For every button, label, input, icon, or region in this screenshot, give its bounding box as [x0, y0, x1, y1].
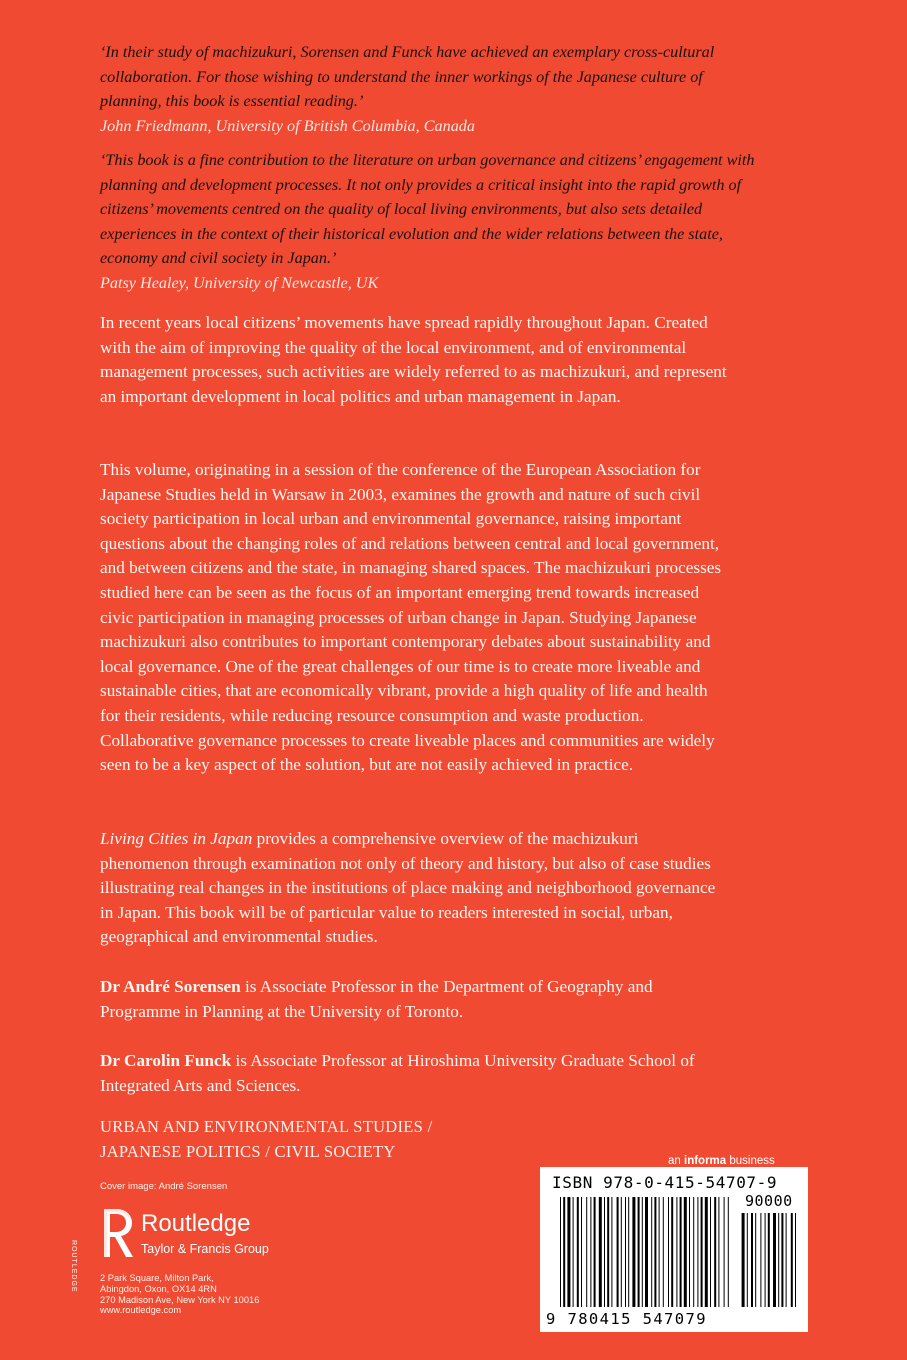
author-name: Dr André Sorensen — [100, 977, 241, 996]
barcode-bar — [755, 1213, 756, 1307]
description-text: This volume, originating in a session of the conference of the European Association for Japanese Studies held in Warsaw in 2003, examines the growth and nature of such civil society participation in local urban and environmental governance, raising important questions about the changing roles of and relations between central and local government, and between citizens and the state, in managing shared spaces. The machizukuri processes studied here can be seen as the focus of an important emerging trend towards increased civic participation in managing processes of urban change in Japan. Studying Japanese machizukuri also contributes to important contemporary debates about sustainability and local governance. One of the great challenges of our time is to create more liveable and sustainable cities, that are economically vibrant, provide a high quality of life and health for their residents, while reducing resource consumption and waste production. Collaborative governance processes to create liveable places and communities are widely seen to be a key aspect of the solution, but are not easily achieved in practice. — [100, 460, 722, 775]
description-text: In recent years local citizens’ movements have spread rapidly throughout Japan. Created with the aim of improving the quality of the local environment, and of environmental management processes, such activities are widely referred to as machizukuri, and represent an important development in local politics and urban management in Japan. — [100, 313, 727, 406]
barcode-bar — [651, 1197, 652, 1307]
quote-attribution: John Friedmann, University of British Columbia, Canada — [100, 116, 475, 135]
barcode-bar — [791, 1213, 793, 1307]
barcode-bar — [573, 1197, 574, 1307]
barcode-bar — [567, 1197, 570, 1307]
publisher-group: Taylor & Francis Group — [141, 1242, 269, 1256]
quote-text: ‘This book is a fine contribution to the literature on urban governance and citizens’ engagement with planning and development processes. It not only provides a critical insight into the rapid growth of citizens’ movements centred on the quality of local living environments, but also sets detailed experiences in the context of their historical evolution and the wider relations between the state, economy and civil society in Japan.’ — [100, 151, 755, 267]
subject-categories — [100, 1115, 432, 1164]
barcode-bar — [654, 1197, 656, 1307]
barcode-bar — [768, 1213, 770, 1307]
ean-digits: 9 780415 547079 — [546, 1310, 707, 1328]
author-bio: is Associate Professor at Hiroshima University Graduate School of Integrated Arts and Sciences. — [100, 1051, 695, 1095]
informa-business-label: an informa business — [668, 1155, 775, 1167]
author-bio: is Associate Professor in the Department of Geography and Programme in Planning at the University of Toronto. — [100, 977, 653, 1021]
isbn-barcode — [540, 1167, 808, 1332]
publisher-address — [100, 1273, 259, 1316]
barcode-bar — [581, 1197, 582, 1307]
address-line: 270 Madison Ave, New York NY 10016 — [100, 1294, 260, 1305]
barcode-bar — [781, 1213, 783, 1307]
barcode-bar — [642, 1197, 643, 1307]
barcode-bar — [680, 1197, 682, 1307]
barcode-bar — [697, 1197, 698, 1307]
barcode-bar — [604, 1197, 605, 1307]
barcode-bar — [714, 1197, 716, 1307]
barcode-bar — [625, 1197, 626, 1307]
subject-line-1: URBAN AND ENVIRONMENTAL STUDIES / — [100, 1117, 433, 1136]
barcode-bar — [760, 1213, 761, 1307]
address-line: Abingdon, Oxon, OX14 4RN — [100, 1283, 217, 1294]
barcode-bar — [728, 1197, 729, 1307]
barcode-bar — [621, 1197, 622, 1307]
barcode-bar — [795, 1213, 796, 1307]
barcode-bar — [668, 1197, 669, 1307]
barcode-bar — [751, 1213, 753, 1307]
barcode-bar — [718, 1197, 719, 1307]
barcode-bar — [778, 1213, 779, 1307]
barcode-bar — [599, 1197, 602, 1307]
publisher-website[interactable]: www.routledge.com — [100, 1305, 182, 1316]
quote-attribution: Patsy Healey, University of Newcastle, UK — [100, 273, 379, 292]
barcode-bar — [607, 1197, 609, 1307]
barcode-bar — [689, 1197, 690, 1307]
barcode-bar — [671, 1197, 673, 1307]
barcode-bar — [693, 1197, 694, 1307]
barcode-bar — [663, 1197, 664, 1307]
barcode-bar — [638, 1197, 640, 1307]
book-title: Living Cities in Japan — [100, 829, 253, 848]
quote-text: ‘In their study of machizukuri, Sorensen and Funck have achieved an exemplary cross-cultural collaboration. For those wishing to understand the inner workings of the Japanese culture of planning, this book is essential reading.’ — [100, 43, 715, 110]
barcode-bar — [617, 1197, 619, 1307]
subject-line-2: JAPANESE POLITICS / CIVIL SOCIETY — [100, 1141, 396, 1161]
description-text: provides a comprehensive overview of the machizukuri phenomenon through examination not only of theory and history, but also of case studies illustrating real changes in the institutions of place making and neighborhood governance in Japan. This book will be of particular value to readers interested in social, urban, geographical and environmental studies. — [100, 829, 716, 947]
barcode-bar — [659, 1197, 660, 1307]
barcode-bar — [705, 1197, 708, 1307]
barcode-bar — [747, 1213, 748, 1307]
barcode-bar — [563, 1197, 565, 1307]
quote-healey — [100, 148, 760, 295]
barcode-bar — [684, 1197, 687, 1307]
barcode-bar — [590, 1197, 591, 1307]
description-para-1 — [100, 311, 730, 409]
barcode-bar — [701, 1197, 703, 1307]
barcode-bar — [765, 1213, 766, 1307]
barcode-bar — [645, 1197, 648, 1307]
barcode-bar — [724, 1197, 725, 1307]
barcode-bar — [611, 1197, 612, 1307]
price-code: 90000 — [745, 1192, 793, 1210]
cover-credit: Cover image: André Sorensen — [100, 1181, 228, 1192]
barcode-bar — [560, 1197, 561, 1307]
quote-friedmann — [100, 40, 760, 138]
barcode-bar — [586, 1197, 587, 1307]
barcode-bar — [594, 1197, 596, 1307]
barcode-bar — [632, 1197, 635, 1307]
barcode-bar — [628, 1197, 629, 1307]
address-line: 2 Park Square, Milton Park, — [100, 1273, 214, 1283]
author-bio-sorensen — [100, 975, 730, 1024]
barcode-bar — [710, 1197, 711, 1307]
author-bio-funck — [100, 1049, 730, 1098]
author-name: Dr Carolin Funck — [100, 1051, 232, 1070]
barcode-bar — [577, 1197, 579, 1307]
publisher-name: Routledge — [141, 1210, 251, 1237]
description-para-3 — [100, 827, 730, 950]
description-para-2 — [100, 458, 730, 778]
barcode-bar — [742, 1213, 745, 1307]
barcode-bar — [786, 1213, 787, 1307]
barcode-bar — [676, 1197, 677, 1307]
barcode-bar — [773, 1213, 776, 1307]
isbn-number: ISBN 978-0-415-54707-9 — [552, 1173, 778, 1192]
routledge-vertical-text: ROUTLEDGE — [70, 1240, 77, 1293]
